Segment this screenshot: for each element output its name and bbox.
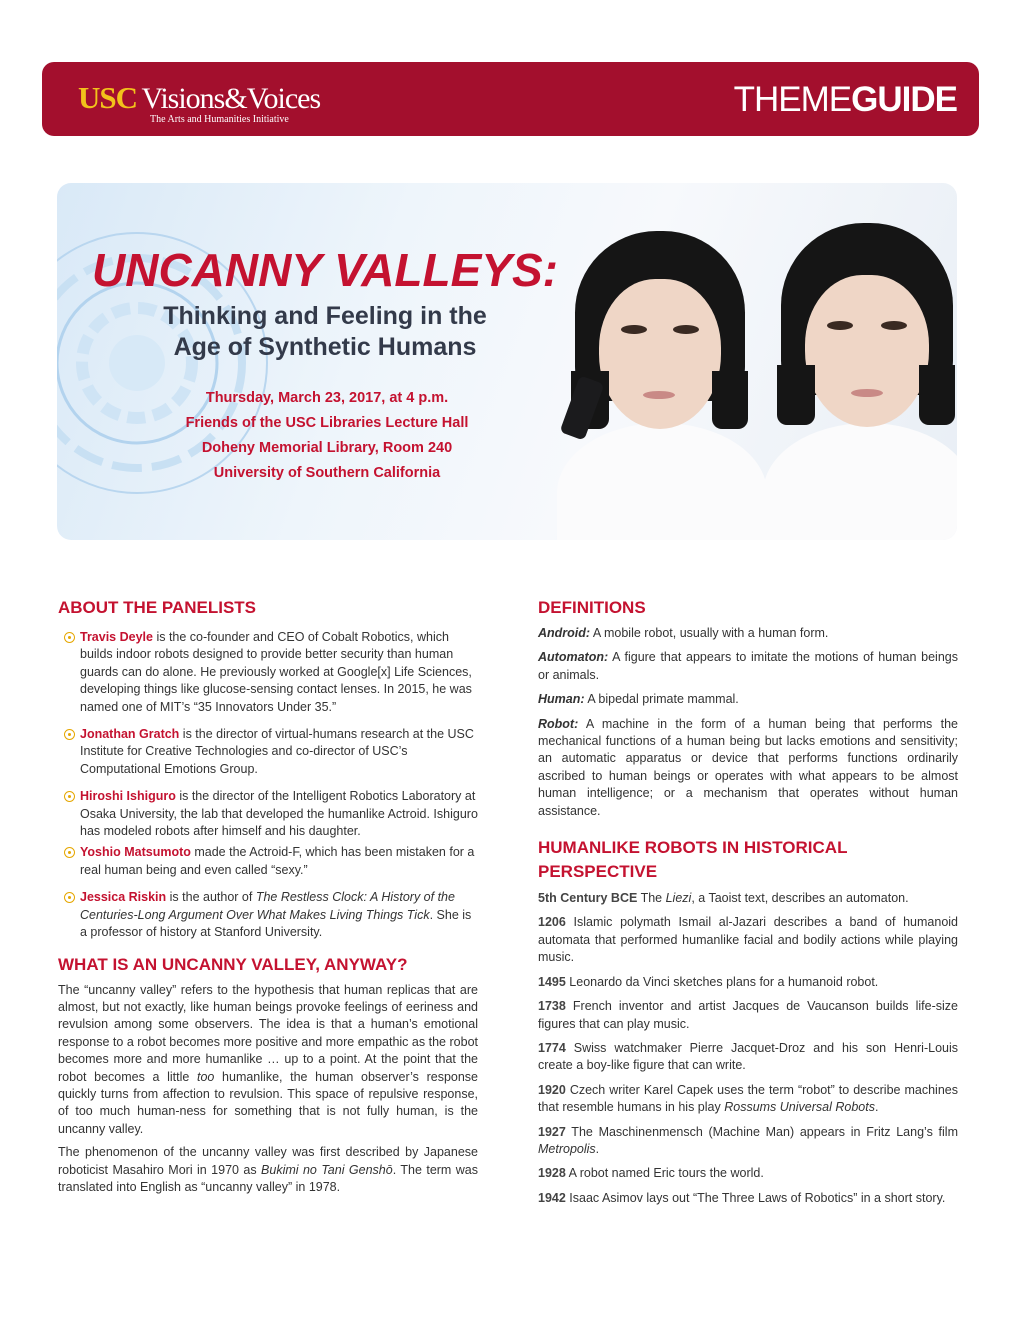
- history-text-end: , a Taoist text, describes an automaton.: [691, 891, 909, 906]
- page-subtitle: [85, 301, 565, 363]
- uncanny-p1-text: The “uncanny valley” refers to the hypothesis that human replicas that are almost, but not exactly, like human beings provoke feelings of eeriness and revulsion among some observers. The idea is that a human’s emotional response to a robot becomes more positive and more empathic as the robot becomes more and more humanlike … up to a point. At the point that the robot becomes a little: [58, 982, 478, 1084]
- hero-title-block: [85, 243, 565, 363]
- history-item: [538, 998, 958, 1033]
- uncanny-paragraph-1: [58, 982, 478, 1139]
- panelist-name: Jessica Riskin: [80, 890, 167, 905]
- history-text: The: [637, 891, 666, 906]
- definition-item: [538, 716, 958, 820]
- right-column: [538, 597, 958, 1207]
- history-text: Swiss watchmaker Pierre Jacquet-Droz and his son Henri-Louis create a boy-like figure that can write.: [538, 1040, 958, 1073]
- panelist-item: [58, 844, 478, 879]
- history-emphasis: Rossums Universal Robots: [724, 1100, 875, 1115]
- panelist-bio: is the director of the Intelligent Robotics Laboratory at Osaka University, the lab that developed the humanlike Actroid. Ishiguro has modeled robots after himself and his daughter.: [80, 789, 478, 839]
- history-year: 1942: [538, 1190, 566, 1205]
- left-column: [58, 597, 478, 1196]
- definition-item: [538, 691, 958, 708]
- history-item: [538, 914, 958, 966]
- history-text: French inventor and artist Jacques de Vaucanson builds life-size figures that can play music.: [538, 999, 958, 1031]
- history-text: Leonardo da Vinci sketches plans for a humanoid robot.: [565, 974, 879, 989]
- definition-term: Automaton:: [538, 650, 609, 665]
- logo-visions: Visions: [141, 82, 225, 115]
- uncanny-paragraph-2: [58, 1144, 478, 1196]
- panelist-name: Jonathan Gratch: [80, 727, 180, 742]
- uncanny-p2-emphasis: Bukimi no Tani Genshō: [261, 1162, 393, 1177]
- logo-tagline: The Arts and Humanities Initiative: [150, 114, 289, 125]
- bullet-icon: [64, 729, 75, 740]
- subtitle-line-1: Thinking and Feeling in the: [163, 302, 487, 330]
- panelist-name: Hiroshi Ishiguro: [80, 789, 176, 804]
- history-item: [538, 1124, 958, 1159]
- history-year: 1206: [538, 915, 566, 930]
- history-year: 1495: [538, 974, 566, 989]
- history-text: A robot named Eric tours the world.: [565, 1166, 764, 1181]
- event-room: Doheny Memorial Library, Room 240: [201, 440, 453, 456]
- definition-text: A machine in the form of a human being that performs the mechanical functions of a human being but lacks emotions and sensitivity; an automatic apparatus or device that performs functions ordinarily ascribed to human beings or operates with what appears to be almost human intelligence; or a mechanism that operates without human assistance.: [538, 716, 958, 818]
- logo-usc: USC: [78, 80, 138, 115]
- history-item: [538, 1040, 958, 1075]
- event-details: [117, 386, 537, 486]
- panelist-bio: made the Actroid-F, which has been mistaken for a real human being and even called “sexy.”: [80, 845, 475, 877]
- bullet-icon: [64, 892, 75, 903]
- uncanny-p2-text: The phenomenon of the uncanny valley was first described by Japanese roboticist Masahiro Mori in 1970 as: [58, 1145, 478, 1177]
- book-title: The Restless Clock: A History of the Centuries-Long Argument Over What Makes Living Things Tick: [80, 890, 455, 922]
- event-venue: Friends of the USC Libraries Lecture Hall: [185, 415, 469, 431]
- definition-term: Android:: [538, 626, 591, 640]
- logo-voices: Voices: [246, 82, 321, 115]
- panelist-item: [58, 629, 478, 716]
- history-year: 1774: [538, 1040, 566, 1055]
- history-year: 1927: [538, 1124, 566, 1139]
- bullet-icon: [64, 632, 75, 643]
- event-university: University of Southern California: [213, 465, 441, 481]
- definition-item: [538, 649, 958, 684]
- history-text: Isaac Asimov lays out “The Three Laws of Robotics” in a short story.: [565, 1190, 946, 1205]
- history-item: [538, 1165, 958, 1182]
- history-heading: HUMANLIKE ROBOTS IN HISTORICAL PERSPECTIVE: [538, 838, 848, 882]
- history-item: [538, 974, 958, 991]
- uncanny-p1-emphasis: too: [197, 1069, 215, 1084]
- definition-text: A figure that appears to imitate the motions of human beings or animals.: [538, 650, 958, 682]
- panelist-bio: is the author of: [166, 890, 256, 905]
- definitions-heading: DEFINITIONS: [538, 598, 646, 617]
- history-year: 1920: [538, 1082, 566, 1097]
- history-text-end: .: [874, 1100, 879, 1115]
- history-year: 5th Century BCE: [538, 891, 638, 906]
- event-date: Thursday, March 23, 2017, at 4 p.m.: [205, 390, 449, 406]
- history-text: Islamic polymath Ismail al-Jazari describes a band of humanoid automata that performed humanlike facial and bodily actions while playing music.: [538, 915, 958, 965]
- bullet-icon: [64, 791, 75, 802]
- history-item: [538, 1082, 958, 1117]
- history-year: 1738: [538, 999, 566, 1014]
- usc-visions-voices-logo[interactable]: [78, 80, 321, 125]
- panelist-bio: is the co-founder and CEO of Cobalt Robotics, which builds indoor robots designed to provide better security than human guards can do alone. He previously worked at Google[x] Life Sciences, developing things like glucose-sensing contact lenses. In 2015, he was named one of MIT’s “35 Innovators Under 35.”: [80, 630, 472, 714]
- panelist-bio-end: . She is a professor of history at Stanford University.: [80, 907, 472, 940]
- uncanny-p2-text-end: . The term was translated into English as “uncanny valley” in 1978.: [58, 1162, 479, 1194]
- definition-term: Robot:: [538, 716, 579, 731]
- history-text: Czech writer Karel Capek uses the term “robot” to describe machines that resemble humans in his play: [538, 1082, 958, 1115]
- history-item: [538, 890, 958, 907]
- definition-term: Human:: [538, 692, 585, 707]
- history-item: [538, 1190, 958, 1207]
- theme-guide-label: [734, 80, 957, 120]
- history-emphasis: Liezi: [665, 891, 692, 906]
- panelist-name: Travis Deyle: [80, 630, 153, 644]
- panelist-item: [58, 889, 478, 941]
- header-banner: [42, 62, 979, 136]
- definition-text: A mobile robot, usually with a human form.: [590, 626, 829, 640]
- panelist-bio: is the director of virtual-humans research at the USC Institute for Creative Technologies and co-director of USC’s Computational Emotions Group.: [80, 727, 474, 776]
- panelist-name: Yoshio Matsumoto: [80, 845, 191, 860]
- history-text: The Maschinenmensch (Machine Man) appears in Fritz Lang’s film: [565, 1124, 958, 1139]
- bullet-icon: [64, 847, 75, 858]
- uncanny-heading: WHAT IS AN UNCANNY VALLEY, ANYWAY?: [58, 954, 408, 974]
- logo-amp: &: [224, 82, 247, 115]
- definition-text: A bipedal primate mammal.: [584, 692, 739, 707]
- guide-word: GUIDE: [851, 80, 957, 119]
- theme-word: THEME: [733, 80, 852, 119]
- hero-banner: [57, 183, 957, 540]
- definition-item: [538, 625, 958, 642]
- page-title: UNCANNY VALLEYS:: [92, 244, 558, 296]
- panelists-heading: ABOUT THE PANELISTS: [58, 598, 257, 617]
- history-text-end: .: [595, 1141, 600, 1156]
- android-right-image: [747, 183, 957, 540]
- uncanny-p1-text-end: humanlike, the human observer’s response quickly turns from affection to revulsion. This space of repulsive response, of too much human-ness for something that is not fully human, is the uncanny valley.: [58, 1069, 478, 1136]
- history-emphasis: Metropolis: [538, 1141, 596, 1156]
- panelist-item: [58, 726, 478, 778]
- history-year: 1928: [538, 1166, 566, 1181]
- panelist-item: [58, 788, 478, 840]
- subtitle-line-2: Age of Synthetic Humans: [173, 333, 477, 361]
